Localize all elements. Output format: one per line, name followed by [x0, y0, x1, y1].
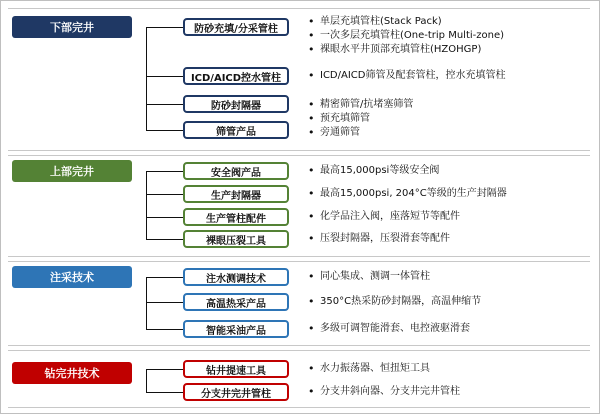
connector-tick [146, 369, 183, 370]
bullet-list [308, 15, 593, 57]
bullet-item: • 一次多层充填管柱(One-trip Multi-zone) [308, 29, 593, 43]
bullet-item: • 最高15,000psi, 204°C等级的生产封隔器 [308, 187, 593, 201]
connector-tick [146, 76, 183, 77]
connector-tick [146, 277, 183, 278]
bullet-item: • 预充填筛管 [308, 112, 593, 126]
bullet-item: • 压裂封隔器，压裂滑套等配件 [308, 232, 593, 246]
connector-line [146, 171, 147, 239]
bullet-item: • 单层充填管柱(Stack Pack) [308, 15, 593, 29]
bullet-list [308, 164, 593, 178]
connector-tick [146, 239, 183, 240]
connector-tick [146, 27, 183, 28]
product-multilateral-completion-string: 分支井完井管柱 [183, 383, 289, 401]
bullet-list [308, 210, 593, 224]
bullet-item: • 水力振荡器、恒扭矩工具 [308, 362, 593, 376]
product-thermal-recovery: 高温热采产品 [183, 293, 289, 311]
bullet-item: • 精密筛管/抗堵塞筛管 [308, 98, 593, 112]
connector-line [146, 369, 147, 392]
bullet-list [308, 295, 593, 309]
category-drilling-completion: 钻完井技术 [12, 362, 132, 384]
bullet-item: • 多级可调智能滑套、电控液驱滑套 [308, 322, 593, 336]
connector-tick [146, 329, 183, 330]
bullet-item: • 旁通筛管 [308, 126, 593, 140]
bullet-item: • 化学品注入阀，座落短节等配件 [308, 210, 593, 224]
product-sand-control-packer: 防砂封隔器 [183, 95, 289, 113]
connector-tick [146, 171, 183, 172]
product-safety-valve: 安全阀产品 [183, 162, 289, 180]
category-upper-completion: 上部完井 [12, 160, 132, 182]
product-icd-aicd-string: ICD/AICD控水管柱 [183, 67, 289, 85]
product-water-injection-regulation: 注水测调技术 [183, 268, 289, 286]
bullet-item: • 350°C热采防砂封隔器，高温伸缩节 [308, 295, 593, 309]
bullet-item: • 分支井斜向器、分支井完井管柱 [308, 385, 593, 399]
product-openhole-frac-tool: 裸眼压裂工具 [183, 230, 289, 248]
bullet-item: • 同心集成、测调一体管柱 [308, 270, 593, 284]
connector-tick [146, 302, 183, 303]
bullet-list [308, 270, 593, 284]
product-drilling-speedup-tool: 钻井提速工具 [183, 360, 289, 378]
category-lower-completion: 下部完井 [12, 16, 132, 38]
category-injection-production: 注采技术 [12, 266, 132, 288]
bullet-list [308, 385, 593, 399]
product-production-packer: 生产封隔器 [183, 185, 289, 203]
product-intelligent-production: 智能采油产品 [183, 320, 289, 338]
bullet-item: • 最高15,000psi等级安全阀 [308, 164, 593, 178]
connector-tick [146, 130, 183, 131]
bullet-item: • ICD/AICD筛管及配套管柱，控水充填管柱 [308, 69, 593, 83]
connector-tick [146, 194, 183, 195]
product-string-accessories: 生产管柱配件 [183, 208, 289, 226]
bullet-list [308, 232, 593, 246]
product-screen: 筛管产品 [183, 121, 289, 139]
bullet-list [308, 187, 593, 201]
connector-tick [146, 104, 183, 105]
bullet-item: • 裸眼水平井顶部充填管柱(HZOHGP) [308, 43, 593, 57]
bullet-list [308, 322, 593, 336]
product-sand-control-string: 防砂充填/分采管柱 [183, 18, 289, 36]
connector-tick [146, 217, 183, 218]
bullet-list [308, 362, 593, 376]
bullet-list [308, 69, 593, 83]
bullet-list [308, 98, 593, 140]
connector-line [146, 277, 147, 329]
connector-line [146, 27, 147, 130]
connector-tick [146, 392, 183, 393]
